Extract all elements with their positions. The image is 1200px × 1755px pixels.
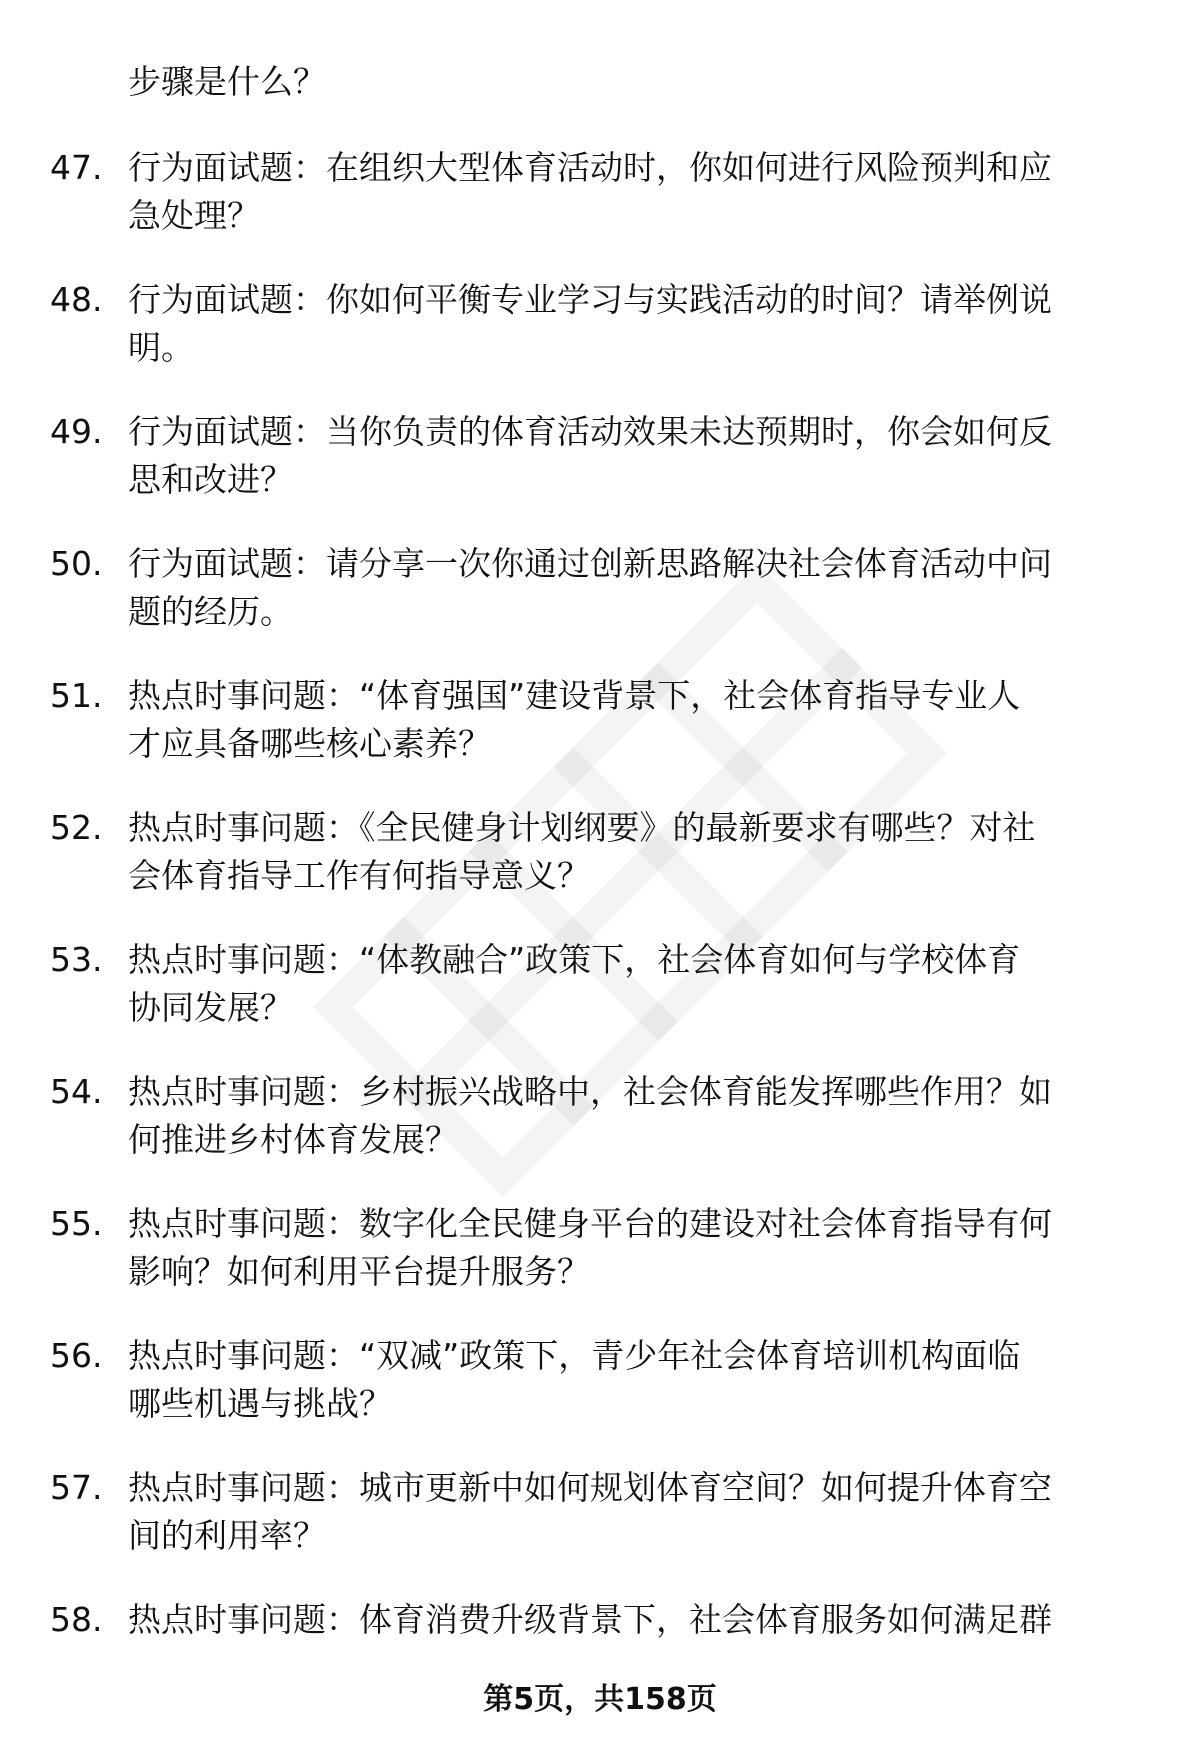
question-text-line: 热点时事问题：体育消费升级背景下，社会体育服务如何满足群 [128, 1600, 1052, 1639]
question-text-line: 热点时事问题：数字化全民健身平台的建设对社会体育指导有何 [128, 1204, 1052, 1243]
question-text-line: 热点时事问题：“双减”政策下，青少年社会体育培训机构面临 [128, 1336, 1021, 1375]
question-number: 55. [50, 1204, 103, 1243]
question-item [0, 1068, 1200, 1164]
question-text-line: 热点时事问题：“体教融合”政策下，社会体育如何与学校体育 [128, 940, 1021, 979]
question-number: 57. [50, 1468, 103, 1507]
question-number: 48. [50, 280, 103, 319]
question-number: 47. [50, 148, 103, 187]
question-number: 53. [50, 940, 103, 979]
question-list [0, 144, 1200, 1692]
question-text-line: 间的利用率？ [128, 1516, 326, 1555]
question-item [0, 936, 1200, 1032]
question-text-line: 明。 [128, 328, 194, 367]
question-item [0, 408, 1200, 504]
question-text-line: 热点时事问题：“体育强国”建设背景下，社会体育指导专业人 [128, 676, 1021, 715]
question-number: 58. [50, 1600, 103, 1639]
question-item [0, 804, 1200, 900]
question-text-line: 热点时事问题：城市更新中如何规划体育空间？如何提升体育空 [128, 1468, 1052, 1507]
question-item [0, 1596, 1200, 1692]
question-number: 54. [50, 1072, 103, 1111]
question-item [0, 1200, 1200, 1296]
question-number: 49. [50, 412, 103, 451]
question-text-line: 行为面试题：在组织大型体育活动时，你如何进行风险预判和应 [128, 148, 1052, 187]
question-text-line: 何推进乡村体育发展？ [128, 1120, 458, 1159]
question-text-line: 哪些机遇与挑战？ [128, 1384, 392, 1423]
question-item [0, 540, 1200, 636]
question-text-line: 热点时事问题：《全民健身计划纲要》的最新要求有哪些？对社 [128, 808, 1036, 847]
question-text-line: 题的经历。 [128, 592, 293, 631]
question-text-line: 会体育指导工作有何指导意义？ [128, 856, 590, 895]
question-text-line: 急处理？ [128, 196, 260, 235]
question-item [0, 1464, 1200, 1560]
question-number: 56. [50, 1336, 103, 1375]
question-text-line: 行为面试题：请分享一次你通过创新思路解决社会体育活动中问 [128, 544, 1052, 583]
continuation-line: 步骤是什么？ [128, 62, 326, 101]
content-area [0, 58, 1200, 1728]
question-number: 51. [50, 676, 103, 715]
question-number: 52. [50, 808, 103, 847]
question-text-line: 行为面试题：你如何平衡专业学习与实践活动的时间？请举例说 [128, 280, 1052, 319]
page-footer: 第5页，共158页 [483, 1682, 717, 1717]
question-text-line: 行为面试题：当你负责的体育活动效果未达预期时，你会如何反 [128, 412, 1052, 451]
question-item [0, 672, 1200, 768]
question-text-line: 影响？如何利用平台提升服务？ [128, 1252, 590, 1291]
question-item [0, 1332, 1200, 1428]
question-item [0, 276, 1200, 372]
question-text-line: 才应具备哪些核心素养？ [128, 724, 491, 763]
question-item [0, 144, 1200, 240]
question-text-line: 热点时事问题：乡村振兴战略中，社会体育能发挥哪些作用？如 [128, 1072, 1052, 1111]
question-number: 50. [50, 544, 103, 583]
question-text-line: 思和改进？ [128, 460, 293, 499]
question-text-line: 协同发展？ [128, 988, 293, 1027]
